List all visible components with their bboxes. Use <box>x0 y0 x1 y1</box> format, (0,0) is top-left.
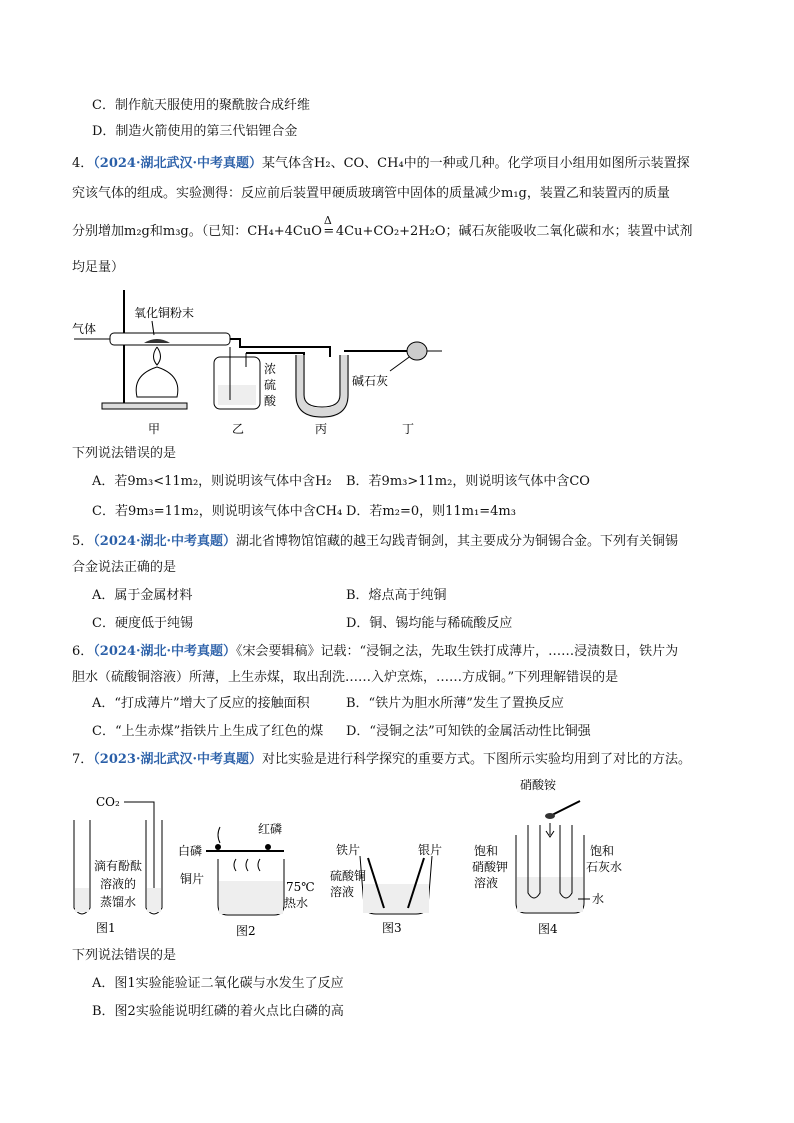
q6-stem-text1: 《宋会要辑稿》记载：“浸铜之法，先取生铁打成薄片，……浸渍数日，铁片为 <box>236 644 679 659</box>
fig4-left-1: 饱和 <box>474 844 499 858</box>
q5-stem-text1: 湖北省博物馆馆藏的越王勾践青铜剑，其主要成分为铜锡合金。下列有关铜锡 <box>236 534 679 549</box>
q4-glass-tube <box>110 333 230 345</box>
q6-option-a: A．“打成薄片”增大了反应的接触面积 <box>92 696 310 711</box>
q4-stem-line3 <box>72 214 693 242</box>
fig4-left-2: 硝酸钾 <box>472 860 509 874</box>
q4-label-yi: 乙 <box>232 422 245 436</box>
q5-stem-line1 <box>72 532 678 552</box>
q4-label-ding: 丁 <box>402 422 415 436</box>
q7-figure-2 <box>178 815 318 940</box>
q7-stem <box>72 750 691 770</box>
fig2-water-2: 热水 <box>284 896 309 910</box>
q4-stem-line2: 究该气体的组成。实验测得：反应前后装置甲硬质玻璃管中固体的质量减少m₁g，装置乙和装置丙的质量 <box>72 186 670 201</box>
fig4-water-label: 水 <box>592 892 605 906</box>
q5-source: （2024·湖北·中考真题） <box>93 534 237 549</box>
q4-apparatus-figure <box>72 285 452 440</box>
q4-stem-text3b: 4Cu+CO₂+2H₂O；碱石灰能吸收二氧化碳和水；装置中试剂 <box>335 224 693 239</box>
q4-gas-label: 气体 <box>72 322 97 336</box>
q4-prompt: 下列说法错误的是 <box>72 446 177 461</box>
fig1-co2-label: CO₂ <box>96 795 120 809</box>
q4-source: （2024·湖北武汉·中考真题） <box>93 156 263 171</box>
q4-stem-line4: 均足量） <box>72 260 125 275</box>
q6-number: 6． <box>72 644 94 659</box>
q7-number: 7． <box>72 752 94 767</box>
fig1-label-2: 溶液的 <box>100 877 137 891</box>
q6-source: （2024·湖北·中考真题） <box>93 644 237 659</box>
q3-option-d: D．制造火箭使用的第三代铝锂合金 <box>92 124 298 139</box>
q4-drying-bulb <box>407 342 427 360</box>
q4-lime-label: 碱石灰 <box>352 374 389 388</box>
q4-option-a: A．若9m₃<11m₂，则说明该气体中含H₂ <box>92 474 332 489</box>
q4-option-b: B．若9m₃>11m₂，则说明该气体中含CO <box>346 474 590 489</box>
q4-heat-arrow: Δ = <box>322 222 336 242</box>
q6-stem-line1 <box>72 642 678 662</box>
fig4-caption: 图4 <box>538 922 558 936</box>
q6-option-d: D．“浸铜之法”可知铁的金属活动性比铜强 <box>346 724 591 739</box>
q4-stem-line1 <box>72 154 690 174</box>
q5-option-a: A．属于金属材料 <box>92 588 193 603</box>
q4-number: 4． <box>72 156 94 171</box>
q7-figure-1 <box>66 778 176 938</box>
q5-option-c: C．硬度低于纯锡 <box>92 616 193 631</box>
fig3-ag-label: 银片 <box>418 843 443 857</box>
q5-number: 5． <box>72 534 94 549</box>
fig1-label-3: 蒸馏水 <box>100 895 137 909</box>
q4-option-c: C．若9m₃=11m₂，则说明该气体中含CH₄ <box>92 504 343 519</box>
fig2-caption: 图2 <box>236 924 256 938</box>
q6-option-b: B．“铁片为胆水所薄”发生了置换反应 <box>346 696 564 711</box>
fig2-cu-label: 铜片 <box>180 872 205 886</box>
fig3-fe-label: 铁片 <box>336 843 361 857</box>
fig2-water-1: 75℃ <box>286 880 315 894</box>
q4-stem-text3: 分别增加m₂g和m₃g。（已知：CH₄+4CuO <box>72 224 322 239</box>
fig3-caption: 图3 <box>382 921 402 935</box>
fig4-left-3: 溶液 <box>474 876 499 890</box>
q4-burner <box>136 367 178 397</box>
fig1-label-1: 滴有酚酞 <box>94 859 143 873</box>
q4-acid-1: 浓 <box>264 362 277 376</box>
q7-figure-3 <box>330 838 470 938</box>
q5-stem-line2: 合金说法正确的是 <box>72 560 177 575</box>
q5-option-b: B．熔点高于纯铜 <box>346 588 447 603</box>
q7-option-b: B．图2实验能说明红磷的着火点比白磷的高 <box>92 1004 344 1019</box>
q4-label-bing: 丙 <box>315 422 328 436</box>
q4-acid-3: 酸 <box>264 394 277 408</box>
q4-stand-base <box>102 403 187 409</box>
q6-option-c: C．“上生赤煤”指铁片上生成了红色的煤 <box>92 724 324 739</box>
q7-source: （2023·湖北武汉·中考真题） <box>93 752 263 767</box>
fig4-nh4-label: 硝酸铵 <box>520 778 557 792</box>
q4-stem-text1: 某气体含H₂、CO、CH₄中的一种或几种。化学项目小组用如图所示装置探 <box>262 156 690 171</box>
q6-stem-line2: 胆水（硫酸铜溶液）所薄，上生赤煤，取出刮洗……入炉烹炼，……方成铜。”下列理解错误的是 <box>72 670 619 685</box>
q7-option-a: A．图1实验能验证二氧化碳与水发生了反应 <box>92 976 344 991</box>
q4-label-jia: 甲 <box>148 422 161 436</box>
q7-stem-text: 对比实验是进行科学探究的重要方式。下图所示实验均用到了对比的方法。 <box>262 752 692 767</box>
q4-heat-symbol: Δ <box>323 214 332 227</box>
q4-u-tube <box>300 355 344 413</box>
q3-option-c: C．制作航天服使用的聚酰胺合成纤维 <box>92 98 310 113</box>
fig3-sol-2: 溶液 <box>330 885 355 899</box>
q5-option-d: D．铜、锡均能与稀硫酸反应 <box>346 616 513 631</box>
q7-prompt: 下列说法错误的是 <box>72 948 177 963</box>
fig4-spoon <box>552 801 580 815</box>
fig2-white-p-label: 白磷 <box>178 844 203 858</box>
fig4-right-2: 石灰水 <box>586 860 623 874</box>
q4-option-d: D．若m₂=0，则11m₁=4m₃ <box>346 504 516 519</box>
fig2-red-p-label: 红磷 <box>258 822 283 836</box>
fig1-caption: 图1 <box>96 921 116 935</box>
q4-bottle-acid <box>218 385 256 405</box>
q4-acid-2: 硫 <box>264 378 277 392</box>
q7-figure-4 <box>470 775 640 938</box>
q4-cuo-label: 氧化铜粉末 <box>134 306 195 320</box>
fig3-sol-1: 硫酸铜 <box>330 869 367 883</box>
fig4-right-1: 饱和 <box>590 844 615 858</box>
